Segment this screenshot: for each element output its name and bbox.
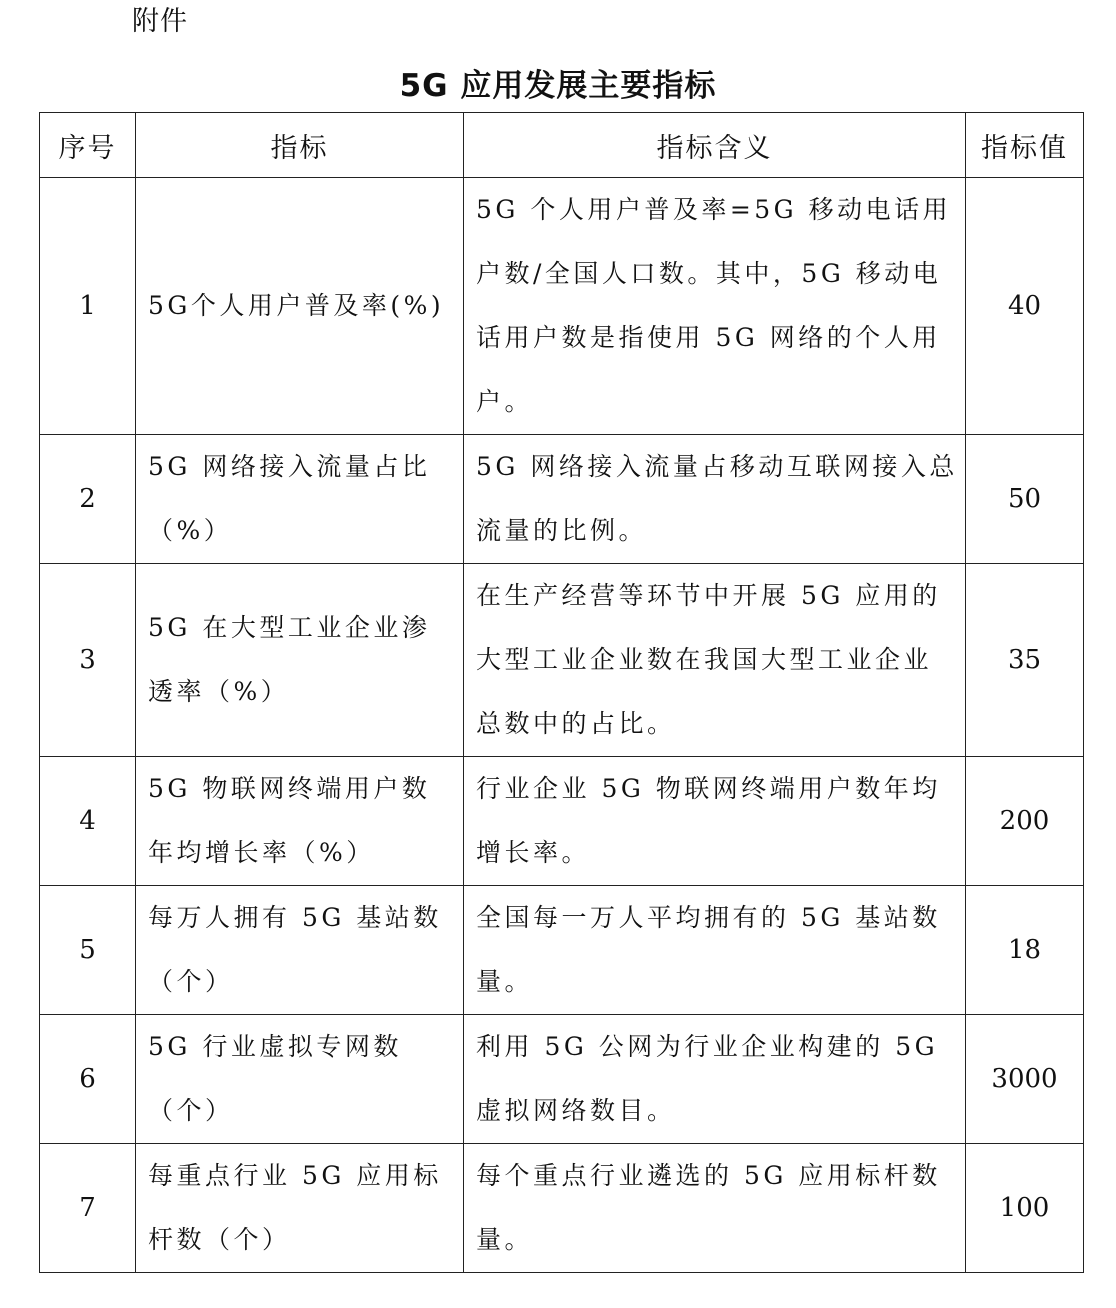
indicator-name: 5G 网络接入流量占比（%） — [136, 435, 464, 564]
row-number: 5 — [40, 886, 136, 1015]
indicator-meaning: 5G 网络接入流量占移动互联网接入总流量的比例。 — [464, 435, 966, 564]
indicator-name: 5G 行业虚拟专网数（个） — [136, 1015, 464, 1144]
row-number: 7 — [40, 1144, 136, 1273]
indicator-value: 35 — [966, 564, 1084, 757]
indicator-meaning: 在生产经营等环节中开展 5G 应用的大型工业企业数在我国大型工业企业总数中的占比。 — [464, 564, 966, 757]
header-meaning: 指标含义 — [464, 113, 966, 178]
table-row — [40, 435, 1084, 564]
indicator-name: 5G 在大型工业企业渗透率（%） — [136, 564, 464, 757]
row-number: 2 — [40, 435, 136, 564]
header-value: 指标值 — [966, 113, 1084, 178]
indicator-name: 5G 物联网终端用户数年均增长率（%） — [136, 757, 464, 886]
header-indicator: 指标 — [136, 113, 464, 178]
indicator-value: 40 — [966, 178, 1084, 435]
row-number: 3 — [40, 564, 136, 757]
row-number: 6 — [40, 1015, 136, 1144]
indicator-name: 每万人拥有 5G 基站数（个） — [136, 886, 464, 1015]
indicators-table — [39, 112, 1084, 1273]
header-no: 序号 — [40, 113, 136, 178]
indicator-meaning: 行业企业 5G 物联网终端用户数年均增长率。 — [464, 757, 966, 886]
indicator-name: 每重点行业 5G 应用标杆数（个） — [136, 1144, 464, 1273]
indicator-meaning: 5G 个人用户普及率=5G 移动电话用户数/全国人口数。其中，5G 移动电话用户数是指使用 5G 网络的个人用户。 — [464, 178, 966, 435]
row-number: 4 — [40, 757, 136, 886]
table-header-row — [40, 113, 1084, 178]
table-row — [40, 886, 1084, 1015]
indicator-value: 200 — [966, 757, 1084, 886]
attachment-label: 附件 — [132, 6, 188, 37]
indicator-meaning: 利用 5G 公网为行业企业构建的 5G 虚拟网络数目。 — [464, 1015, 966, 1144]
indicator-value: 100 — [966, 1144, 1084, 1273]
document-title: 5G 应用发展主要指标 — [399, 68, 717, 104]
table-row — [40, 757, 1084, 886]
table-row — [40, 1144, 1084, 1273]
indicator-value: 50 — [966, 435, 1084, 564]
indicator-value: 18 — [966, 886, 1084, 1015]
table-row — [40, 564, 1084, 757]
table-row — [40, 1015, 1084, 1144]
indicator-meaning: 全国每一万人平均拥有的 5G 基站数量。 — [464, 886, 966, 1015]
indicator-value: 3000 — [966, 1015, 1084, 1144]
row-number: 1 — [40, 178, 136, 435]
indicator-meaning: 每个重点行业遴选的 5G 应用标杆数量。 — [464, 1144, 966, 1273]
indicator-name: 5G个人用户普及率(%) — [136, 178, 464, 435]
table-row — [40, 178, 1084, 435]
